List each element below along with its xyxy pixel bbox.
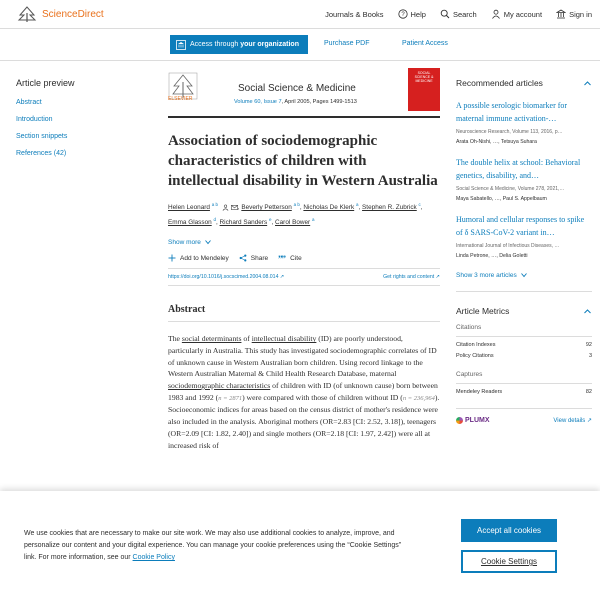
cookie-banner bbox=[0, 491, 600, 600]
metric-value: 82 bbox=[585, 389, 592, 395]
plumx-icon bbox=[456, 417, 463, 424]
nav-sign-in[interactable] bbox=[556, 9, 592, 19]
recommended-article-source: International Journal of Infectious Diseases, … bbox=[456, 243, 560, 249]
author-name[interactable]: Helen Leonard bbox=[168, 204, 210, 212]
recommended-article-authors: Linda Petrone, …, Delia Goletti bbox=[456, 253, 528, 259]
external-link-icon: ↗ bbox=[586, 418, 592, 424]
recommended-article-authors: Arata Oh-Nishi, …, Tetsuya Suhara bbox=[456, 139, 537, 145]
article-actions bbox=[168, 254, 440, 262]
abstract-span: ). Socioeconomic indices for areas based on the census district of mother's residence were also included in the analysis. Aboriginal mothers (OR=2.83 [CI: 2.52, 3.18]), teenagers (OR=2.09 [CI: 1.82, 2.40]) and single mothers (OR=2.18 [CI: 1.97, 2.42]) were all at increased risk of bbox=[168, 392, 440, 450]
recommended-article-title[interactable]: Humoral and cellular responses to spike of δ SARS-CoV-2 variant in… bbox=[456, 215, 585, 237]
doi-link[interactable] bbox=[168, 274, 284, 280]
plumx-logo bbox=[456, 417, 490, 424]
abstract-text bbox=[168, 333, 440, 451]
person-icon[interactable] bbox=[222, 204, 229, 211]
metric-row bbox=[456, 353, 592, 359]
access-prefix: Access through bbox=[190, 41, 239, 48]
show-more-articles-button[interactable] bbox=[456, 271, 592, 292]
user-icon bbox=[491, 9, 501, 19]
access-bold: your organization bbox=[240, 41, 299, 48]
recommended-article-authors: Maya Sabatello, …, Paul S. Appelbaum bbox=[456, 196, 547, 202]
recommended-article-source: Social Science & Medicine, Volume 278, 2021,… bbox=[456, 186, 565, 192]
abstract-span: ) were compared with those of children without ID ( bbox=[242, 392, 403, 402]
author-affiliation[interactable]: a b bbox=[293, 202, 300, 207]
author-list: Helen Leonard $^{a b}$ , Beverly Petterson $^{a b}$, Nicholas De Klerk $^a$, Stephen R. Zubrick $^c$, Emma Glasson $^d$, Richard Sanders $^e$, Carol Bower $^a$ bbox=[168, 202, 423, 227]
rights-text: Get rights and content bbox=[383, 274, 435, 281]
purchase-pdf-link[interactable]: Purchase PDF bbox=[324, 40, 370, 47]
external-link-icon: ↗ bbox=[279, 274, 285, 281]
abstract-span: of bbox=[241, 334, 252, 344]
journal-pages: , April 2005, Pages 1499-1513 bbox=[281, 99, 357, 105]
elsevier-tree-icon bbox=[16, 5, 38, 23]
doi-row bbox=[168, 268, 440, 286]
topic-link-sociodemographic[interactable]: sociodemographic characteristics bbox=[168, 381, 271, 391]
abstract-span: of children with ID (of unknown cause) born between 1983 and 1992 ( bbox=[168, 381, 438, 402]
recommended-article bbox=[456, 100, 592, 145]
view-details-label: View details bbox=[553, 418, 586, 424]
math-n-controls: n = 236,964 bbox=[402, 394, 435, 402]
cookie-policy-link[interactable]: Cookie Policy bbox=[132, 554, 175, 561]
recommended-article-title[interactable]: The double helix at school: Behavioral genetics, disability, and… bbox=[456, 158, 581, 180]
author-affiliation[interactable]: e bbox=[268, 217, 272, 223]
top-header bbox=[0, 0, 600, 29]
metrics-header[interactable] bbox=[456, 306, 592, 316]
citations-label: Citations bbox=[456, 324, 592, 337]
metric-value: 92 bbox=[585, 342, 592, 348]
author-affiliation[interactable]: c bbox=[418, 202, 421, 207]
share-icon bbox=[239, 254, 247, 262]
nav-my-account[interactable] bbox=[491, 9, 542, 19]
metric-row bbox=[456, 342, 592, 348]
cover-text: SOCIAL SCIENCE & MEDICINE bbox=[414, 71, 434, 83]
article-title: Association of sociodemographic characteristics of children with intellectual disability in Western Australia bbox=[168, 133, 438, 189]
journal-header bbox=[168, 68, 440, 118]
topic-link-social-determinants[interactable]: social determinants bbox=[181, 334, 242, 344]
author-name[interactable]: Nicholas De Klerk bbox=[303, 204, 355, 212]
author-affiliation[interactable]: d bbox=[213, 217, 216, 223]
article-metrics bbox=[456, 306, 592, 424]
plus-icon bbox=[168, 254, 176, 262]
access-through-organization-button[interactable] bbox=[170, 35, 308, 54]
plumx-label: PLUMX bbox=[465, 417, 490, 424]
abstract-span: (ID) are poorly understood, particularly in Australia. This study has investigated sociodemographic correlates of ID of unknown cause in Western Australian born children. Using record linkage to the Western Australian Maternal & Child Health Research Database, maternal bbox=[168, 334, 437, 379]
author-name[interactable]: Stephen R. Zubrick bbox=[362, 204, 417, 212]
recommended-article bbox=[456, 157, 592, 202]
accept-all-cookies-button[interactable]: Accept all cookies bbox=[461, 519, 557, 542]
publisher-name: ELSEVIER bbox=[168, 96, 193, 102]
author-name[interactable]: Beverly Petterson bbox=[241, 204, 292, 212]
metric-value: 3 bbox=[588, 353, 592, 359]
cookie-text bbox=[24, 528, 404, 564]
recommended-header[interactable] bbox=[456, 78, 592, 88]
share-label: Share bbox=[250, 254, 269, 262]
rights-link[interactable] bbox=[383, 274, 440, 280]
recommended-title: Recommended articles bbox=[456, 78, 543, 88]
abstract-heading: Abstract bbox=[168, 304, 440, 322]
author-affiliation[interactable]: a bbox=[311, 217, 315, 223]
cite-button[interactable] bbox=[278, 254, 302, 262]
nav-my-account-label: My account bbox=[503, 9, 543, 19]
recommended-article-source: Neuroscience Research, Volume 113, 2016, p… bbox=[456, 129, 563, 135]
author-affiliation[interactable]: a bbox=[355, 202, 359, 207]
right-sidebar bbox=[456, 78, 592, 424]
nav-journals-books[interactable] bbox=[325, 10, 383, 19]
search-icon bbox=[440, 9, 450, 19]
nav-help[interactable] bbox=[398, 9, 426, 19]
brand-name: ScienceDirect bbox=[42, 8, 104, 20]
chevron-up-icon bbox=[583, 307, 592, 316]
captures-label: Captures bbox=[456, 371, 592, 384]
author-name[interactable]: Richard Sanders bbox=[219, 219, 268, 227]
recommended-article bbox=[456, 214, 592, 259]
outline-link-references[interactable]: References (42) bbox=[16, 150, 67, 157]
nav-journals-label: Journals & Books bbox=[325, 9, 384, 19]
external-link-icon: ↗ bbox=[435, 274, 440, 281]
outline-link-section-snippets[interactable]: Section snippets bbox=[16, 133, 68, 140]
show-more-articles-label: Show 3 more articles bbox=[456, 271, 517, 279]
math-n-cases: n = 2871 bbox=[218, 394, 243, 402]
sciencedirect-logo[interactable] bbox=[16, 5, 104, 23]
institution-icon bbox=[556, 9, 566, 19]
svg-text:”: ” bbox=[278, 254, 283, 263]
svg-text:”: ” bbox=[281, 254, 287, 263]
quote-icon bbox=[278, 254, 286, 262]
journal-cover[interactable] bbox=[408, 68, 440, 111]
outline-link-abstract[interactable]: Abstract bbox=[16, 99, 42, 106]
nav-search[interactable] bbox=[440, 9, 477, 19]
help-icon bbox=[398, 9, 408, 19]
institution-icon bbox=[176, 40, 186, 50]
view-details-link[interactable] bbox=[553, 417, 592, 424]
doi-text: https://doi.org/10.1016/j.socscimed.2004.08.014 bbox=[168, 274, 279, 281]
chevron-up-icon bbox=[583, 79, 592, 88]
add-to-mendeley-button[interactable] bbox=[168, 254, 229, 262]
svg-text:?: ? bbox=[400, 12, 405, 19]
access-bar bbox=[0, 29, 600, 61]
cite-label: Cite bbox=[290, 254, 302, 262]
nav-search-label: Search bbox=[452, 9, 477, 19]
metric-label: Citation Indexes bbox=[456, 342, 496, 348]
author-name[interactable]: Carol Bower bbox=[275, 219, 311, 227]
share-button[interactable] bbox=[239, 254, 268, 262]
author-name[interactable]: Emma Glasson bbox=[168, 219, 212, 227]
email-icon[interactable] bbox=[231, 204, 238, 211]
author-contact-icons bbox=[220, 204, 238, 211]
outline-link-introduction[interactable]: Introduction bbox=[16, 116, 53, 123]
journal-info bbox=[234, 99, 357, 105]
chevron-down-icon bbox=[204, 238, 212, 246]
top-nav bbox=[325, 9, 600, 19]
plumx-row bbox=[456, 408, 592, 424]
issue-link[interactable]: Volume 60, Issue 7 bbox=[234, 99, 282, 105]
nav-sign-in-label: Sign in bbox=[569, 9, 592, 19]
chevron-down-icon bbox=[520, 271, 528, 279]
add-to-mendeley-label: Add to Mendeley bbox=[180, 254, 229, 262]
show-more-label: Show more bbox=[168, 238, 201, 246]
abstract-span: The bbox=[168, 334, 182, 344]
metrics-title: Article Metrics bbox=[456, 306, 510, 316]
recommended-article-title[interactable]: A possible serologic biomarker for maternal immune activation-… bbox=[456, 101, 568, 123]
show-more-button[interactable] bbox=[168, 238, 440, 246]
patient-access-link[interactable]: Patient Access bbox=[402, 40, 448, 47]
nav-help-label: Help bbox=[410, 9, 426, 19]
metric-label: Mendeley Readers bbox=[456, 389, 503, 395]
metric-row bbox=[456, 389, 592, 395]
metric-label: Policy Citations bbox=[456, 353, 494, 359]
author-affiliation[interactable]: a b bbox=[211, 202, 218, 207]
outline-title: Article preview bbox=[16, 78, 75, 88]
cookie-settings-button[interactable]: Cookie Settings bbox=[461, 550, 557, 573]
cookie-message: We use cookies that are necessary to make our site work. We may also use additional cookies to analyze, improve, and personalize our content and your digital experience. You can manage your cookie preferences using the “Cookie Settings” link. For more information, see our bbox=[24, 530, 402, 561]
article-outline bbox=[16, 78, 146, 167]
journal-name[interactable]: Social Science & Medicine bbox=[238, 83, 356, 94]
article-main bbox=[168, 68, 440, 451]
topic-link-intellectual-disability[interactable]: intellectual disability bbox=[251, 334, 317, 344]
